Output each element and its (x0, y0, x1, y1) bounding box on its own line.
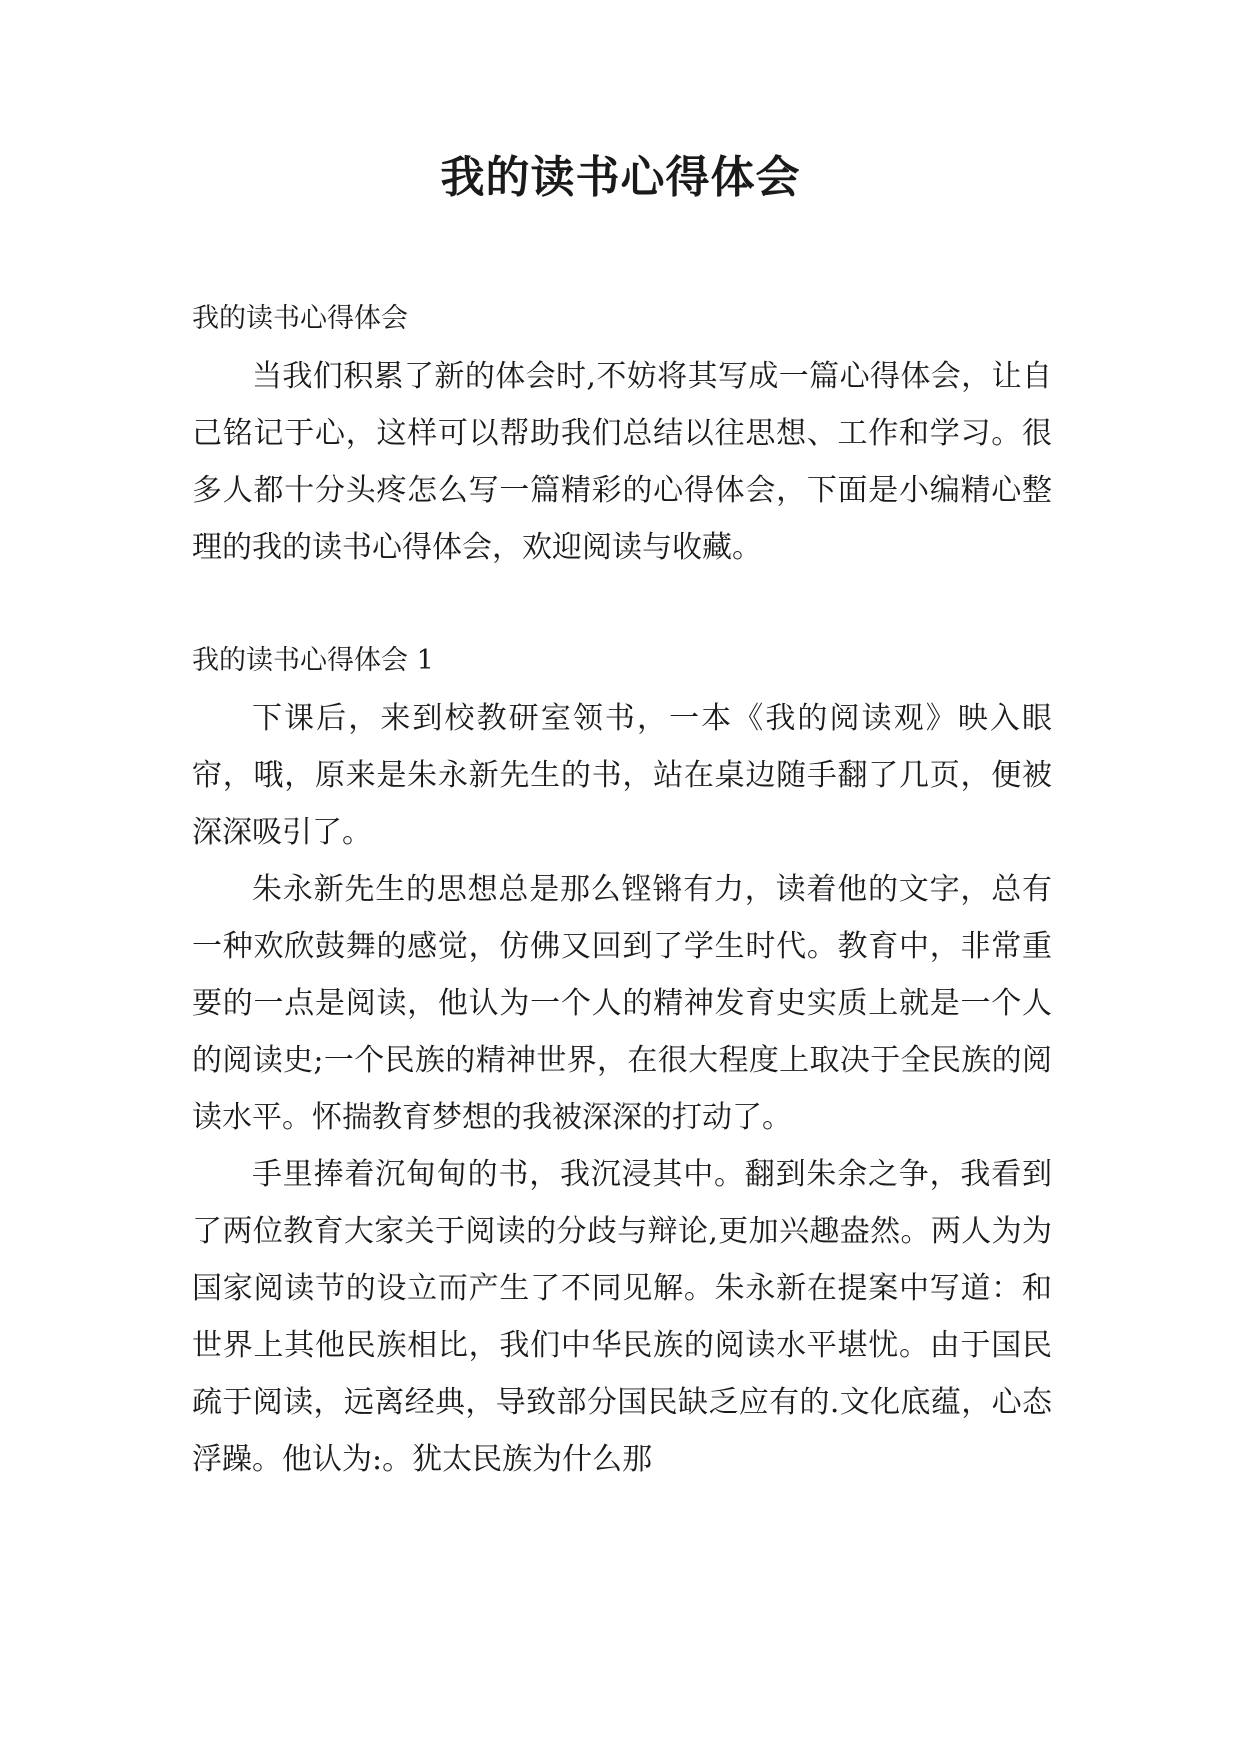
section-1-paragraph-2: 朱永新先生的思想总是那么铿锵有力，读着他的文字，总有一种欢欣鼓舞的感觉，仿佛又回到了学生时代。教育中，非常重要的一点是阅读，他认为一个人的精神发育史实质上就是一个人的阅读史;一个民族的精神世界，在很大程度上取决于全民族的阅读水平。怀揣教育梦想的我被深深的打动了。 (192, 872, 1052, 1135)
document-body (192, 290, 1052, 1488)
page-title: 我的读书心得体会 (440, 152, 801, 203)
section-1-heading: 我的读书心得体会 1 (192, 645, 434, 676)
intro-heading: 我的读书心得体会 (192, 303, 408, 334)
section-1-paragraph-1: 下课后，来到校教研室领书，一本《我的阅读观》映入眼帘，哦，原来是朱永新先生的书，站在桌边随手翻了几页，便被深深吸引了。 (192, 701, 1052, 850)
intro-paragraph: 当我们积累了新的体会时,不妨将其写成一篇心得体会，让自己铭记于心，这样可以帮助我们总结以往思想、工作和学习。很多人都十分头疼怎么写一篇精彩的心得体会，下面是小编精心整理的我的读书心得体会，欢迎阅读与收藏。 (192, 359, 1052, 565)
section-1-paragraph-3: 手里捧着沉甸甸的书，我沉浸其中。翻到朱余之争，我看到了两位教育大家关于阅读的分歧与辩论,更加兴趣盎然。两人为为国家阅读节的设立而产生了不同见解。朱永新在提案中写道：和世界上其他民族相比，我们中华民族的阅读水平堪忧。由于国民疏于阅读，远离经典，导致部分国民缺乏应有的.文化底蕴，心态浮躁。他认为:。犹太民族为什么那 (192, 1157, 1052, 1477)
